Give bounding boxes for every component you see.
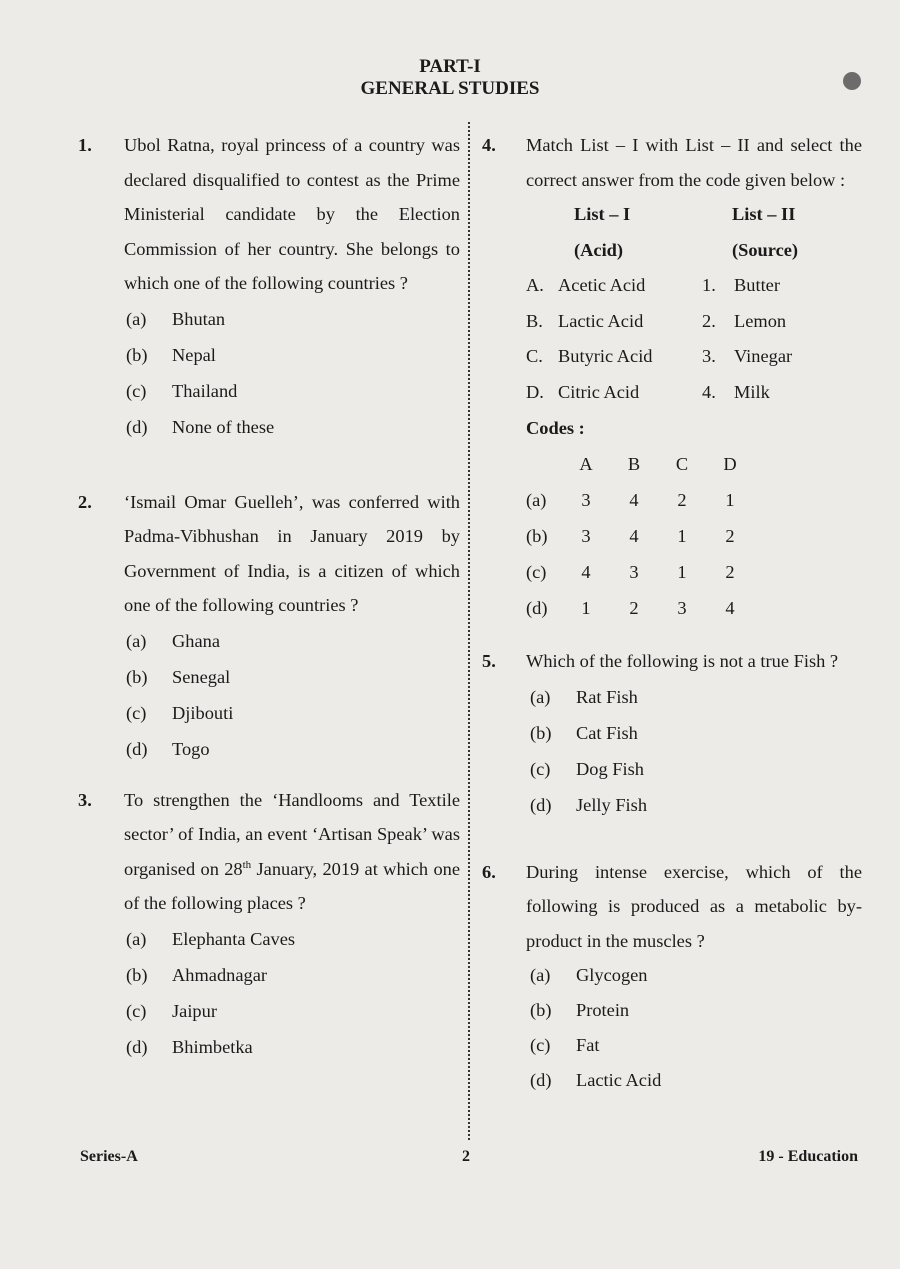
footer-series: Series-A <box>80 1148 138 1165</box>
option-c: (c) Jaipur <box>126 1000 217 1021</box>
column-divider <box>468 122 470 1140</box>
question-text: ‘Ismail Omar Guelleh’, was conferred with Padma-Vibhushan in January 2019 by Government of India, is a citizen of which one of the following countries ? <box>124 491 460 615</box>
list-row: B. Lactic Acid 2. Lemon <box>526 310 787 331</box>
question-6 <box>482 855 862 1099</box>
option-d: (d) None of these <box>126 416 275 437</box>
option-b: (b) Ahmadnagar <box>126 964 267 985</box>
list-headings: List – I List – II <box>574 204 796 224</box>
section-title: GENERAL STUDIES <box>360 78 540 99</box>
option-b: (b) Nepal <box>126 344 216 365</box>
question-5 <box>482 644 862 823</box>
match-lists <box>526 197 862 410</box>
option-d: (d) Togo <box>126 738 210 759</box>
footer-page-number: 2 <box>462 1148 470 1165</box>
question-2 <box>78 485 460 767</box>
question-4 <box>482 128 862 626</box>
question-text: To strengthen the ‘Handlooms and Textile sector’ of India, an event ‘Artisan Speak’ was organised on 28th January, 2019 at which one of the following places ? <box>124 789 460 913</box>
question-number: 4. <box>482 135 496 155</box>
left-column <box>78 128 460 1065</box>
question-text: Ubol Ratna, royal princess of a country was declared disqualified to contest as the Prime Ministerial candidate by the Election Commission of her country. She belongs to which one of the following countries ? <box>124 135 460 293</box>
part-heading: PART-I <box>419 56 481 77</box>
question-3 <box>78 783 460 1065</box>
option-a: (a) Elephanta Caves <box>126 928 296 949</box>
codes-header: A B C D <box>579 454 737 474</box>
code-option-a: (a) 3 4 2 1 <box>526 490 735 510</box>
option-d: (d) Lactic Acid <box>530 1070 662 1090</box>
question-number: 5. <box>482 651 496 671</box>
option-b: (b) Protein <box>530 1000 630 1020</box>
option-d: (d) Jelly Fish <box>530 794 648 815</box>
question-number: 1. <box>78 135 92 155</box>
question-text: Match List – I with List – II and select the correct answer from the code given below : <box>526 135 862 190</box>
code-option-d: (d) 1 2 3 4 <box>526 598 735 618</box>
right-column <box>482 128 862 1098</box>
footer-subject: 19 - Education <box>758 1148 858 1165</box>
option-c: (c) Dog Fish <box>530 758 644 779</box>
option-c: (c) Djibouti <box>126 702 234 723</box>
codes-label: Codes : <box>526 418 585 438</box>
punch-hole-mark <box>843 72 861 90</box>
question-text: Which of the following is not a true Fish ? <box>526 651 839 671</box>
option-a: (a) Bhutan <box>126 308 226 329</box>
list-row: A. Acetic Acid 1. Butter <box>526 275 780 295</box>
question-number: 2. <box>78 491 92 512</box>
list-subheadings: (Acid) (Source) <box>574 239 799 260</box>
option-b: (b) Senegal <box>126 666 231 687</box>
list-row: D. Citric Acid 4. Milk <box>526 381 770 402</box>
question-number: 3. <box>78 789 92 810</box>
option-a: (a) Glycogen <box>530 965 648 985</box>
code-option-c: (c) 4 3 1 2 <box>526 562 735 582</box>
option-d: (d) Bhimbetka <box>126 1036 253 1057</box>
question-number: 6. <box>482 861 496 882</box>
option-c: (c) Thailand <box>126 380 238 401</box>
question-text: During intense exercise, which of the following is produced as a metabolic by-product in the muscles ? <box>526 861 862 951</box>
code-option-b: (b) 3 4 1 2 <box>526 526 735 546</box>
option-c: (c) Fat <box>530 1035 600 1055</box>
question-1 <box>78 128 460 445</box>
list-row: C. Butyric Acid 3. Vinegar <box>526 346 793 366</box>
option-a: (a) Ghana <box>126 630 220 651</box>
option-b: (b) Cat Fish <box>530 722 638 743</box>
option-a: (a) Rat Fish <box>530 686 638 707</box>
